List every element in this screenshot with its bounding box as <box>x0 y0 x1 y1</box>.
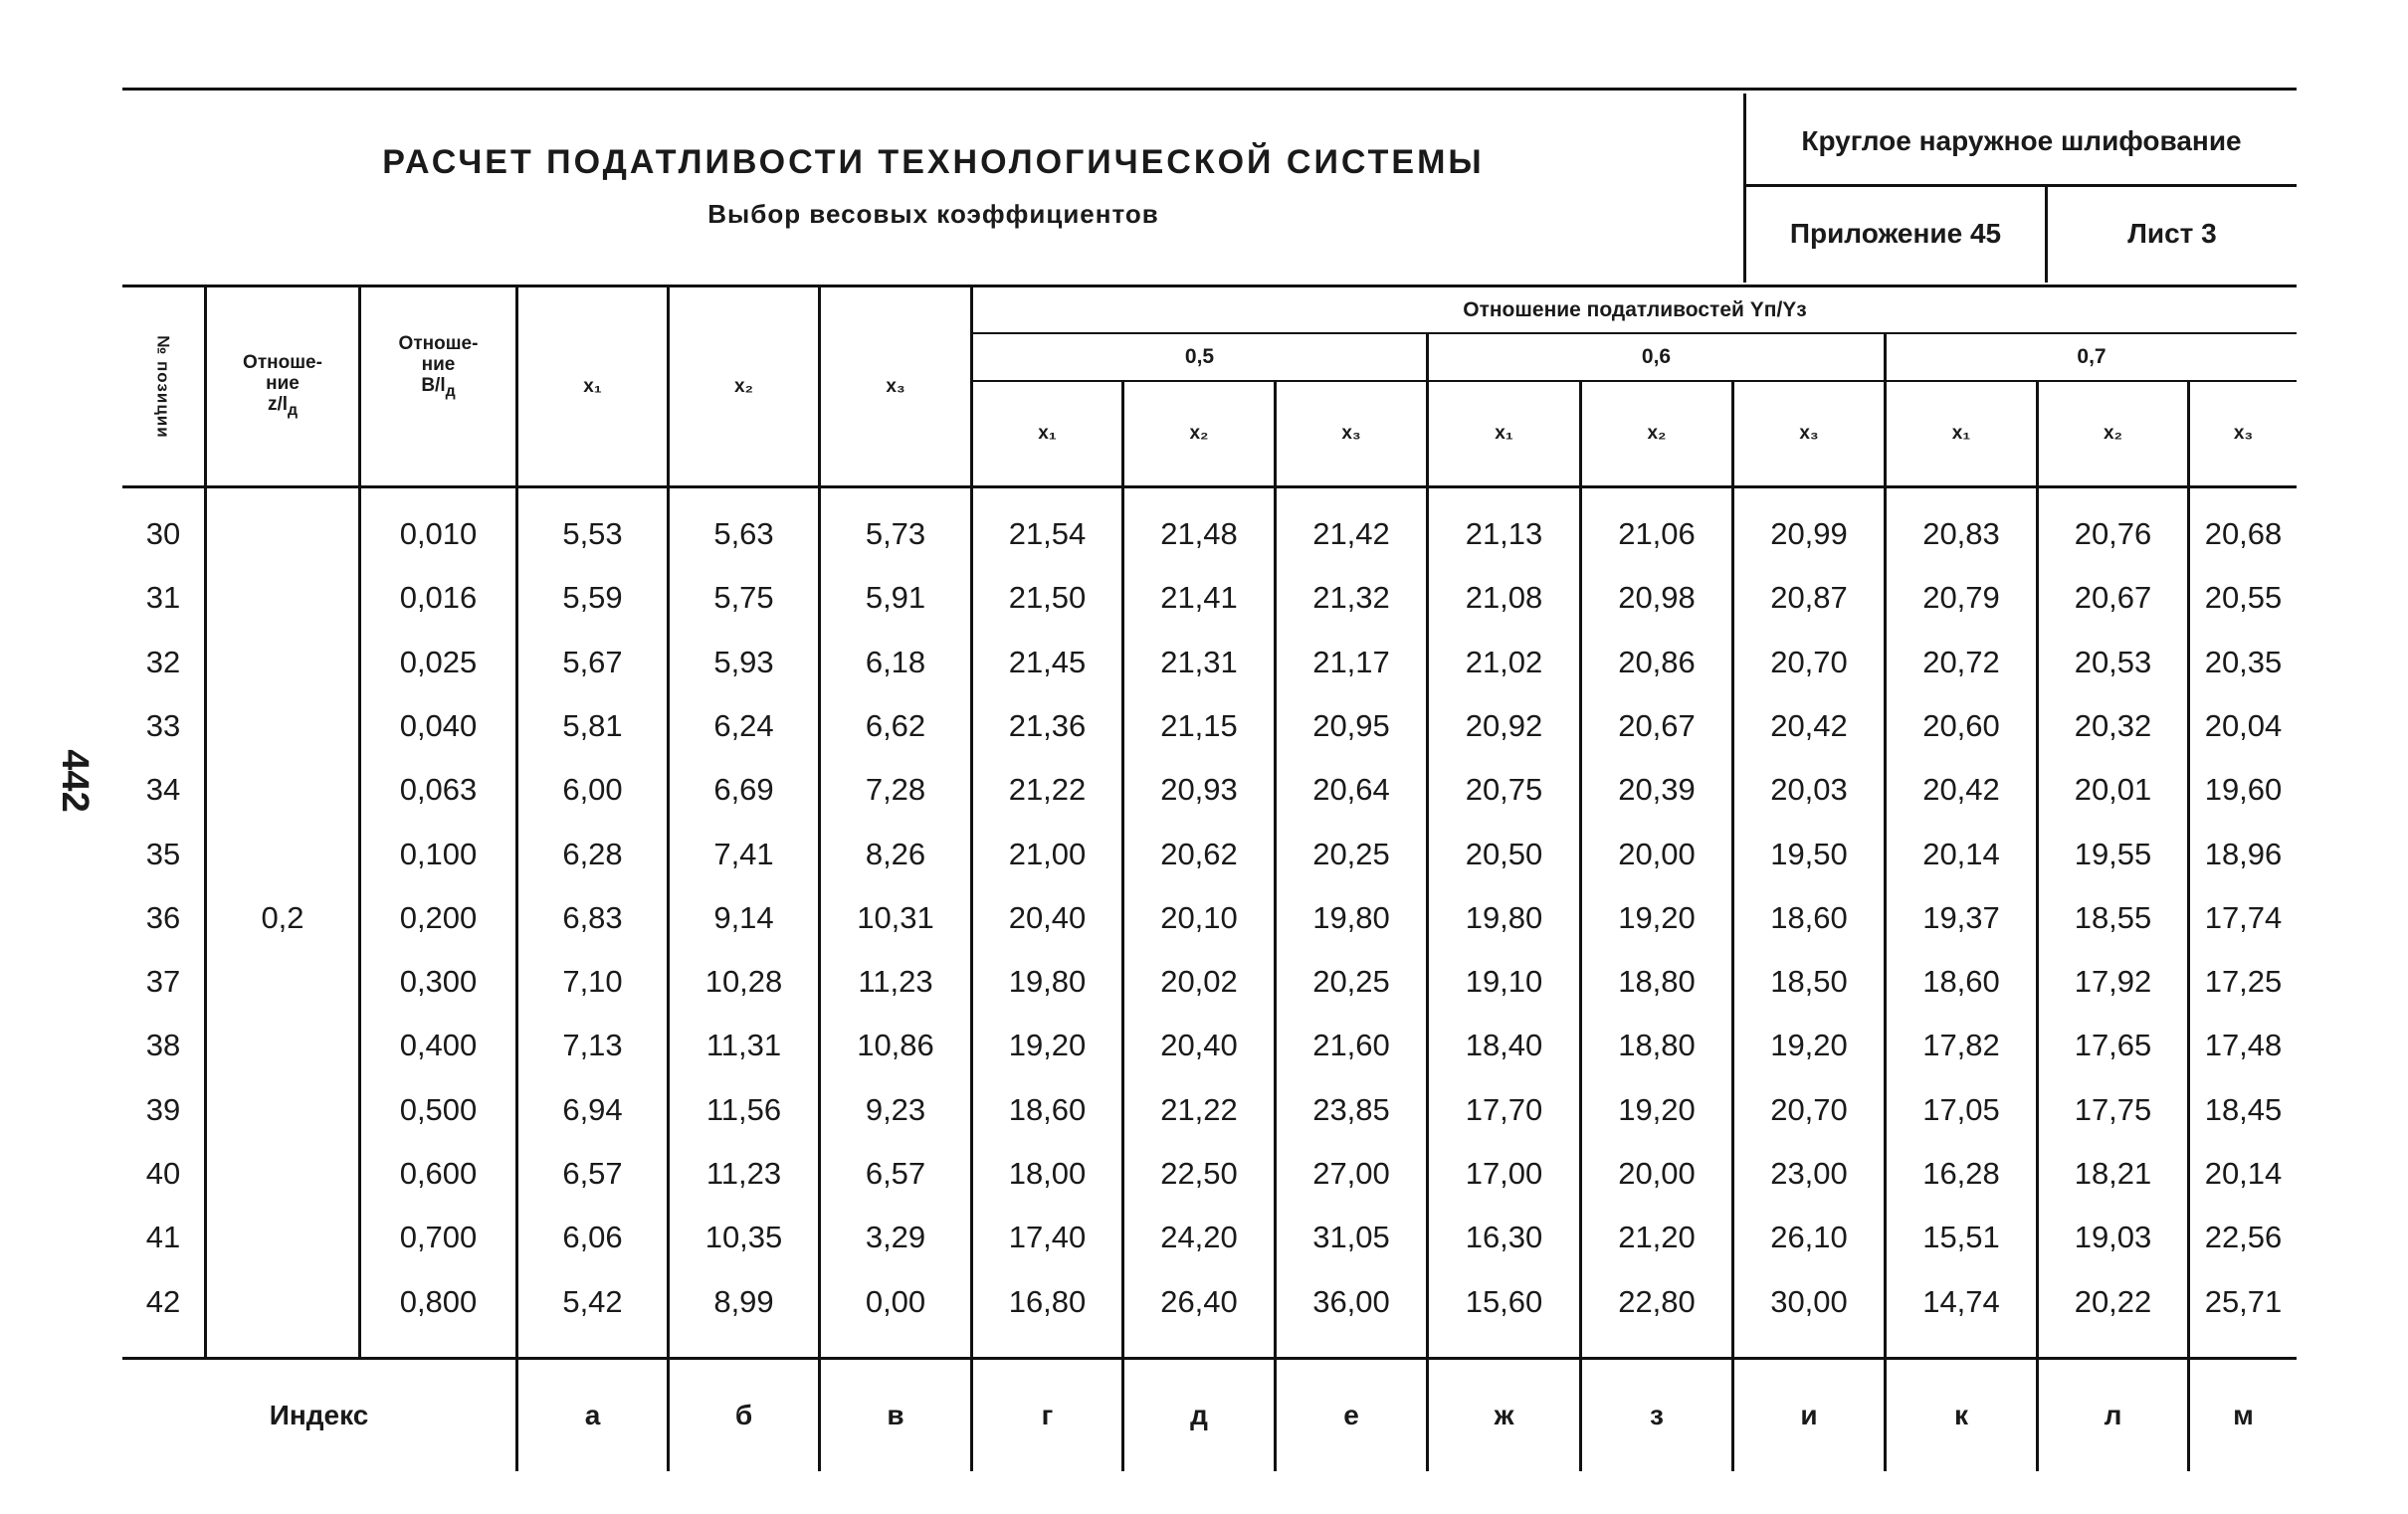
value-cell: 18,80 <box>1618 1028 1696 1062</box>
value-cell: 18,55 <box>2074 900 2152 935</box>
value-cell: 18,80 <box>1618 964 1696 999</box>
value-cell: 7,28 <box>865 772 926 807</box>
value-cell: 5,73 <box>865 516 926 551</box>
index-label: Индекс <box>269 1400 369 1430</box>
value-cell: 17,25 <box>2204 964 2283 999</box>
value-cell: 6,83 <box>562 900 623 935</box>
value-cell: 20,02 <box>1160 964 1238 999</box>
value-cell: 20,22 <box>2074 1284 2152 1319</box>
value-cell: 15,51 <box>1922 1220 2000 1254</box>
value-cell: 19,10 <box>1465 964 1543 999</box>
index-letter: д <box>1190 1400 1208 1430</box>
index-letter: з <box>1650 1400 1664 1430</box>
value-cell: 17,05 <box>1922 1092 2000 1127</box>
position-cell: 38 <box>145 1028 181 1062</box>
position-cell: 34 <box>145 772 181 807</box>
value-cell: 19,03 <box>2074 1220 2152 1254</box>
value-cell: 10,28 <box>704 964 783 999</box>
value-cell: 17,48 <box>2204 1028 2283 1062</box>
value-cell: 20,25 <box>1312 837 1390 871</box>
value-cell: 20,75 <box>1465 772 1543 807</box>
value-cell: 20,53 <box>2074 645 2152 679</box>
value-cell: 17,74 <box>2204 900 2283 935</box>
value-cell: 19,80 <box>1008 964 1087 999</box>
value-cell: 6,69 <box>713 772 774 807</box>
value-cell: 5,67 <box>562 645 623 679</box>
value-cell: 20,93 <box>1160 772 1238 807</box>
page-number: 442 <box>54 749 97 813</box>
value-cell: 6,57 <box>562 1156 623 1191</box>
group-sub-header: x₁ <box>1951 423 1971 444</box>
group-sub-header: x₃ <box>1799 423 1819 444</box>
value-cell: 6,18 <box>865 645 926 679</box>
value-cell: 15,60 <box>1465 1284 1543 1319</box>
value-cell: 20,70 <box>1770 1092 1848 1127</box>
value-cell: 11,23 <box>705 1156 782 1191</box>
value-cell: 26,40 <box>1160 1284 1238 1319</box>
value-cell: 11,56 <box>705 1092 782 1127</box>
value-cell: 19,50 <box>1770 837 1848 871</box>
value-cell: 21,54 <box>1008 516 1087 551</box>
value-cell: 17,40 <box>1008 1220 1087 1254</box>
value-cell: 20,95 <box>1312 708 1390 743</box>
x2-header: x₂ <box>733 375 753 397</box>
value-cell: 19,60 <box>2204 772 2283 807</box>
value-cell: 21,31 <box>1160 645 1238 679</box>
ratio-b-cell: 0,010 <box>399 516 478 551</box>
value-cell: 5,81 <box>562 708 623 743</box>
value-cell: 21,00 <box>1008 837 1087 871</box>
value-cell: 20,35 <box>2204 645 2283 679</box>
index-letter: и <box>1800 1400 1818 1430</box>
value-cell: 20,55 <box>2204 580 2283 615</box>
value-cell: 20,60 <box>1922 708 2000 743</box>
position-cell: 36 <box>145 900 181 935</box>
value-cell: 27,00 <box>1312 1156 1390 1191</box>
value-cell: 20,70 <box>1770 645 1848 679</box>
value-cell: 21,50 <box>1008 580 1087 615</box>
value-cell: 26,10 <box>1770 1220 1848 1254</box>
value-cell: 20,39 <box>1618 772 1696 807</box>
value-cell: 18,96 <box>2204 837 2283 871</box>
value-cell: 5,59 <box>562 580 623 615</box>
value-cell: 18,40 <box>1465 1028 1543 1062</box>
value-cell: 17,65 <box>2074 1028 2152 1062</box>
value-cell: 20,62 <box>1160 837 1238 871</box>
index-letter: а <box>584 1400 601 1430</box>
value-cell: 18,21 <box>2074 1156 2152 1191</box>
value-cell: 6,28 <box>562 837 623 871</box>
value-cell: 9,23 <box>865 1092 926 1127</box>
value-cell: 20,92 <box>1465 708 1543 743</box>
value-cell: 19,37 <box>1922 900 2000 935</box>
value-cell: 5,93 <box>713 645 774 679</box>
page-title: РАСЧЕТ ПОДАТЛИВОСТИ ТЕХНОЛОГИЧЕСКОЙ СИСТЕМЫ <box>382 142 1485 181</box>
value-cell: 20,00 <box>1618 1156 1696 1191</box>
value-cell: 14,74 <box>1922 1284 2000 1319</box>
value-cell: 19,80 <box>1465 900 1543 935</box>
position-cell: 30 <box>145 516 181 551</box>
value-cell: 23,85 <box>1312 1092 1390 1127</box>
value-cell: 8,99 <box>713 1284 774 1319</box>
value-cell: 21,41 <box>1160 580 1238 615</box>
category-label: Круглое наружное шлифование <box>1801 125 2242 156</box>
value-cell: 18,60 <box>1008 1092 1087 1127</box>
ratio-b-cell: 0,800 <box>399 1284 478 1319</box>
value-cell: 5,75 <box>713 580 774 615</box>
value-cell: 20,10 <box>1160 900 1238 935</box>
ratio-b-cell: 0,400 <box>399 1028 478 1062</box>
group-sub-header: x₃ <box>1341 423 1361 444</box>
value-cell: 6,00 <box>562 772 623 807</box>
value-cell: 20,04 <box>2204 708 2283 743</box>
value-cell: 5,53 <box>562 516 623 551</box>
value-cell: 6,94 <box>562 1092 623 1127</box>
group-07-header: 0,7 <box>2077 345 2107 368</box>
appendix-label: Приложение 45 <box>1789 218 2002 249</box>
value-cell: 23,00 <box>1770 1156 1848 1191</box>
value-cell: 20,87 <box>1770 580 1848 615</box>
value-cell: 21,06 <box>1618 516 1696 551</box>
index-letter: е <box>1343 1400 1359 1430</box>
value-cell: 20,99 <box>1770 516 1848 551</box>
group-06-header: 0,6 <box>1641 345 1672 368</box>
value-cell: 18,60 <box>1922 964 2000 999</box>
position-cell: 41 <box>145 1220 181 1254</box>
value-cell: 22,56 <box>2204 1220 2283 1254</box>
index-letter: в <box>887 1400 904 1430</box>
group-sub-header: x₂ <box>1189 423 1209 444</box>
value-cell: 20,25 <box>1312 964 1390 999</box>
x3-header: x₃ <box>886 375 905 397</box>
position-cell: 31 <box>145 580 181 615</box>
group-sub-header: x₁ <box>1495 423 1513 444</box>
group-sub-header: x₂ <box>1647 423 1667 444</box>
value-cell: 19,20 <box>1618 1092 1696 1127</box>
value-cell: 21,42 <box>1312 516 1390 551</box>
value-cell: 20,03 <box>1770 772 1848 807</box>
value-cell: 20,32 <box>2074 708 2152 743</box>
value-cell: 16,28 <box>1922 1156 2000 1191</box>
value-cell: 21,48 <box>1160 516 1238 551</box>
value-cell: 31,05 <box>1312 1220 1390 1254</box>
group-sub-header: x₁ <box>1038 423 1057 444</box>
ratio-b-cell: 0,700 <box>399 1220 478 1254</box>
value-cell: 7,13 <box>562 1028 623 1062</box>
value-cell: 20,83 <box>1922 516 2000 551</box>
ratio-b-cell: 0,300 <box>399 964 478 999</box>
value-cell: 21,15 <box>1160 708 1238 743</box>
ratio-b-cell: 0,100 <box>399 837 478 871</box>
value-cell: 21,13 <box>1465 516 1543 551</box>
value-cell: 3,29 <box>865 1220 926 1254</box>
value-cell: 21,17 <box>1312 645 1390 679</box>
value-cell: 21,22 <box>1160 1092 1238 1127</box>
value-cell: 5,63 <box>713 516 774 551</box>
value-cell: 20,14 <box>2204 1156 2283 1191</box>
value-cell: 20,98 <box>1618 580 1696 615</box>
value-cell: 20,67 <box>2074 580 2152 615</box>
value-cell: 21,08 <box>1465 580 1543 615</box>
value-cell: 19,55 <box>2074 837 2152 871</box>
value-cell: 21,45 <box>1008 645 1087 679</box>
value-cell: 36,00 <box>1312 1284 1390 1319</box>
value-cell: 10,86 <box>857 1028 934 1062</box>
position-cell: 33 <box>145 708 181 743</box>
group-05-header: 0,5 <box>1184 345 1215 368</box>
value-cell: 6,62 <box>865 708 926 743</box>
value-cell: 20,79 <box>1922 580 2000 615</box>
ratio-z-header: Отноше- ние $z/l_д$ <box>243 352 322 419</box>
ratio-b-cell: 0,040 <box>399 708 478 743</box>
value-cell: 9,14 <box>713 900 774 935</box>
value-cell: 25,71 <box>2204 1284 2283 1319</box>
value-cell: 20,40 <box>1160 1028 1238 1062</box>
value-cell: 11,23 <box>858 964 933 999</box>
value-cell: 21,20 <box>1618 1220 1696 1254</box>
value-cell: 20,01 <box>2074 772 2152 807</box>
group-sub-header: x₃ <box>2233 423 2254 444</box>
index-letter: л <box>2104 1400 2122 1430</box>
value-cell: 17,82 <box>1922 1028 2000 1062</box>
value-cell: 20,76 <box>2074 516 2152 551</box>
index-letter: б <box>734 1400 753 1430</box>
x1-header: x₁ <box>583 375 602 397</box>
value-cell: 30,00 <box>1770 1284 1848 1319</box>
value-cell: 10,35 <box>704 1220 783 1254</box>
value-cell: 22,80 <box>1618 1284 1696 1319</box>
position-cell: 37 <box>145 964 181 999</box>
value-cell: 17,92 <box>2074 964 2152 999</box>
value-cell: 17,75 <box>2074 1092 2152 1127</box>
value-cell: 20,64 <box>1312 772 1390 807</box>
value-cell: 0,00 <box>865 1284 926 1319</box>
value-cell: 18,00 <box>1008 1156 1087 1191</box>
sheet-label: Лист 3 <box>2127 218 2217 249</box>
value-cell: 21,22 <box>1008 772 1087 807</box>
value-cell: 20,68 <box>2204 516 2283 551</box>
value-cell: 8,26 <box>865 837 926 871</box>
index-letter: к <box>1953 1400 1968 1430</box>
ratio-b-cell: 0,600 <box>399 1156 478 1191</box>
position-cell: 42 <box>145 1284 181 1319</box>
value-cell: 20,50 <box>1465 837 1543 871</box>
value-cell: 21,02 <box>1465 645 1543 679</box>
value-cell: 5,42 <box>562 1284 623 1319</box>
value-cell: 19,80 <box>1312 900 1390 935</box>
value-cell: 20,14 <box>1922 837 2000 871</box>
value-cell: 7,41 <box>713 837 774 871</box>
value-cell: 18,50 <box>1770 964 1848 999</box>
ratio-z-cell: 0,2 <box>261 899 304 935</box>
value-cell: 17,70 <box>1465 1092 1543 1127</box>
index-letter: м <box>2233 1400 2254 1430</box>
value-cell: 19,20 <box>1770 1028 1848 1062</box>
position-cell: 32 <box>145 645 181 679</box>
value-cell: 18,45 <box>2204 1092 2283 1127</box>
value-cell: 7,10 <box>562 964 623 999</box>
value-cell: 22,50 <box>1160 1156 1238 1191</box>
group-sub-header: x₂ <box>2103 423 2122 444</box>
value-cell: 21,36 <box>1008 708 1087 743</box>
value-cell: 11,31 <box>705 1028 782 1062</box>
value-cell: 20,00 <box>1618 837 1696 871</box>
value-cell: 20,40 <box>1008 900 1087 935</box>
value-cell: 10,31 <box>857 900 934 935</box>
position-cell: 39 <box>145 1092 181 1127</box>
value-cell: 19,20 <box>1618 900 1696 935</box>
value-cell: 6,57 <box>865 1156 926 1191</box>
value-cell: 20,86 <box>1618 645 1696 679</box>
value-cell: 16,30 <box>1465 1220 1543 1254</box>
value-cell: 24,20 <box>1160 1220 1238 1254</box>
value-cell: 20,42 <box>1922 772 2000 807</box>
index-letter: ж <box>1494 1400 1514 1430</box>
value-cell: 19,20 <box>1008 1028 1087 1062</box>
value-cell: 6,24 <box>713 708 774 743</box>
position-cell: 35 <box>145 837 181 871</box>
value-cell: 16,80 <box>1008 1284 1087 1319</box>
value-cell: 21,60 <box>1312 1028 1390 1062</box>
ratio-b-cell: 0,200 <box>399 900 478 935</box>
ratio-b-cell: 0,063 <box>399 772 478 807</box>
ratio-b-cell: 0,016 <box>399 580 478 615</box>
value-cell: 20,67 <box>1618 708 1696 743</box>
value-cell: 20,42 <box>1770 708 1848 743</box>
value-cell: 21,32 <box>1312 580 1390 615</box>
value-cell: 6,06 <box>562 1220 623 1254</box>
value-cell: 18,60 <box>1770 900 1848 935</box>
page-subtitle: Выбор весовых коэффициентов <box>707 198 1159 229</box>
value-cell: 5,91 <box>865 580 926 615</box>
position-cell: 40 <box>145 1156 181 1191</box>
ratio-b-cell: 0,025 <box>399 645 478 679</box>
index-letter: г <box>1041 1400 1054 1430</box>
value-cell: 17,00 <box>1465 1156 1543 1191</box>
ratio-b-header: Отноше- ние $B/l_д$ <box>398 332 479 400</box>
compliance-ratio-header: Отношение податливостей Yп/Yз <box>1463 297 1807 321</box>
position-column-header: № позиции <box>154 334 174 439</box>
value-cell: 20,72 <box>1922 645 2000 679</box>
ratio-b-cell: 0,500 <box>399 1092 478 1127</box>
